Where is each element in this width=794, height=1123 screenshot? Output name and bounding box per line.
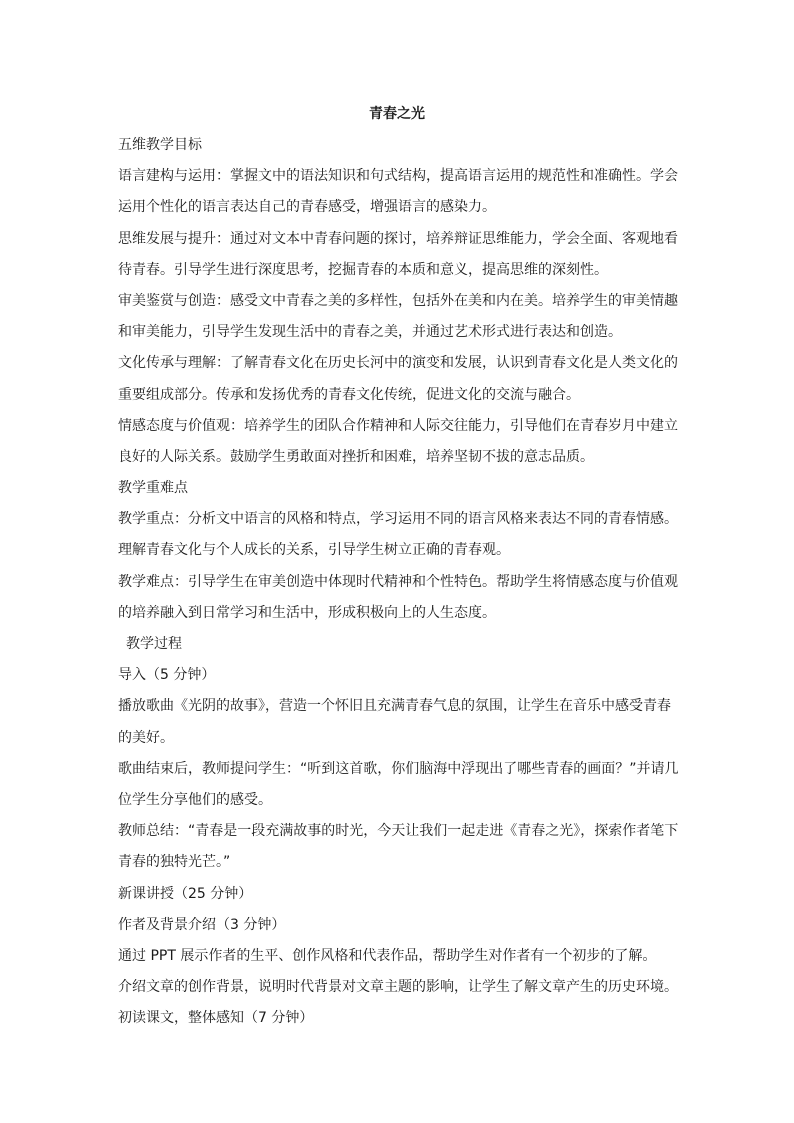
paragraph-line: 的培养融入到日常学习和生活中，形成积极向上的人生态度。	[118, 604, 496, 621]
section-heading-process: 教学过程	[126, 636, 182, 652]
section-heading-key-points: 教学重难点	[118, 480, 188, 497]
document-title: 青春之光	[369, 106, 425, 122]
paragraph-line: 语言建构与运用：掌握文中的语法知识和句式结构，提高语言运用的规范性和准确性。学会	[118, 168, 678, 185]
paragraph-line: 教师总结：“青春是一段充满故事的时光，今天让我们一起走进《青春之光》，探索作者笔下	[118, 823, 679, 840]
paragraph-line: 教学重点：分析文中语言的风格和特点，学习运用不同的语言风格来表达不同的青春情感。	[118, 511, 678, 528]
document-body	[118, 130, 684, 1034]
paragraph-line: 良好的人际关系。鼓励学生勇敢面对挫折和困难，培养坚韧不拔的意志品质。	[118, 448, 594, 465]
paragraph-line: 位学生分享他们的感受。	[118, 791, 272, 808]
paragraph-line: 介绍文章的创作背景，说明时代背景对文章主题的影响，让学生了解文章产生的历史环境。	[118, 979, 678, 996]
paragraph-line: 文化传承与理解：了解青春文化在历史长河中的演变和发展，认识到青春文化是人类文化的	[118, 355, 678, 372]
paragraph-line: 通过 PPT 展示作者的生平、创作风格和代表作品，帮助学生对作者有一个初步的了解。	[118, 947, 657, 964]
paragraph-line: 重要组成部分。传承和发扬优秀的青春文化传统，促进文化的交流与融合。	[118, 386, 580, 403]
paragraph-line: 青春的独特光芒。”	[118, 854, 231, 871]
subsection-heading: 导入（5 分钟）	[118, 667, 216, 684]
paragraph-line: 教学难点：引导学生在审美创造中体现时代精神和个性特色。帮助学生将情感态度与价值观	[118, 573, 678, 590]
paragraph-line: 待青春。引导学生进行深度思考，挖掘青春的本质和意义，提高思维的深刻性。	[118, 261, 608, 278]
paragraph-line: 审美鉴赏与创造：感受文中青春之美的多样性，包括外在美和内在美。培养学生的审美情趣	[118, 292, 678, 309]
section-heading-goals: 五维教学目标	[118, 137, 202, 153]
subsection-heading: 初读课文，整体感知（7 分钟）	[118, 1010, 314, 1027]
paragraph-line: 和审美能力，引导学生发现生活中的青春之美，并通过艺术形式进行表达和创造。	[118, 324, 622, 341]
paragraph-line: 的美好。	[118, 729, 174, 746]
paragraph-line: 理解青春文化与个人成长的关系，引导学生树立正确的青春观。	[118, 542, 510, 559]
paragraph-line: 播放歌曲《光阴的故事》，营造一个怀旧且充满青春气息的氛围，让学生在音乐中感受青春	[118, 698, 671, 715]
subsection-heading: 作者及背景介绍（3 分钟）	[118, 916, 286, 933]
paragraph-line: 思维发展与提升：通过对文本中青春问题的探讨，培养辩证思维能力，学会全面、客观地看	[118, 230, 678, 247]
paragraph-line: 歌曲结束后，教师提问学生：“听到这首歌，你们脑海中浮现出了哪些青春的画面？”并请几	[118, 760, 679, 777]
paragraph-line: 运用个性化的语言表达自己的青春感受，增强语言的感染力。	[118, 199, 496, 216]
subsection-heading: 新课讲授（25 分钟）	[118, 885, 253, 902]
paragraph-line: 情感态度与价值观：培养学生的团队合作精神和人际交往能力，引导他们在青春岁月中建立	[118, 417, 678, 434]
